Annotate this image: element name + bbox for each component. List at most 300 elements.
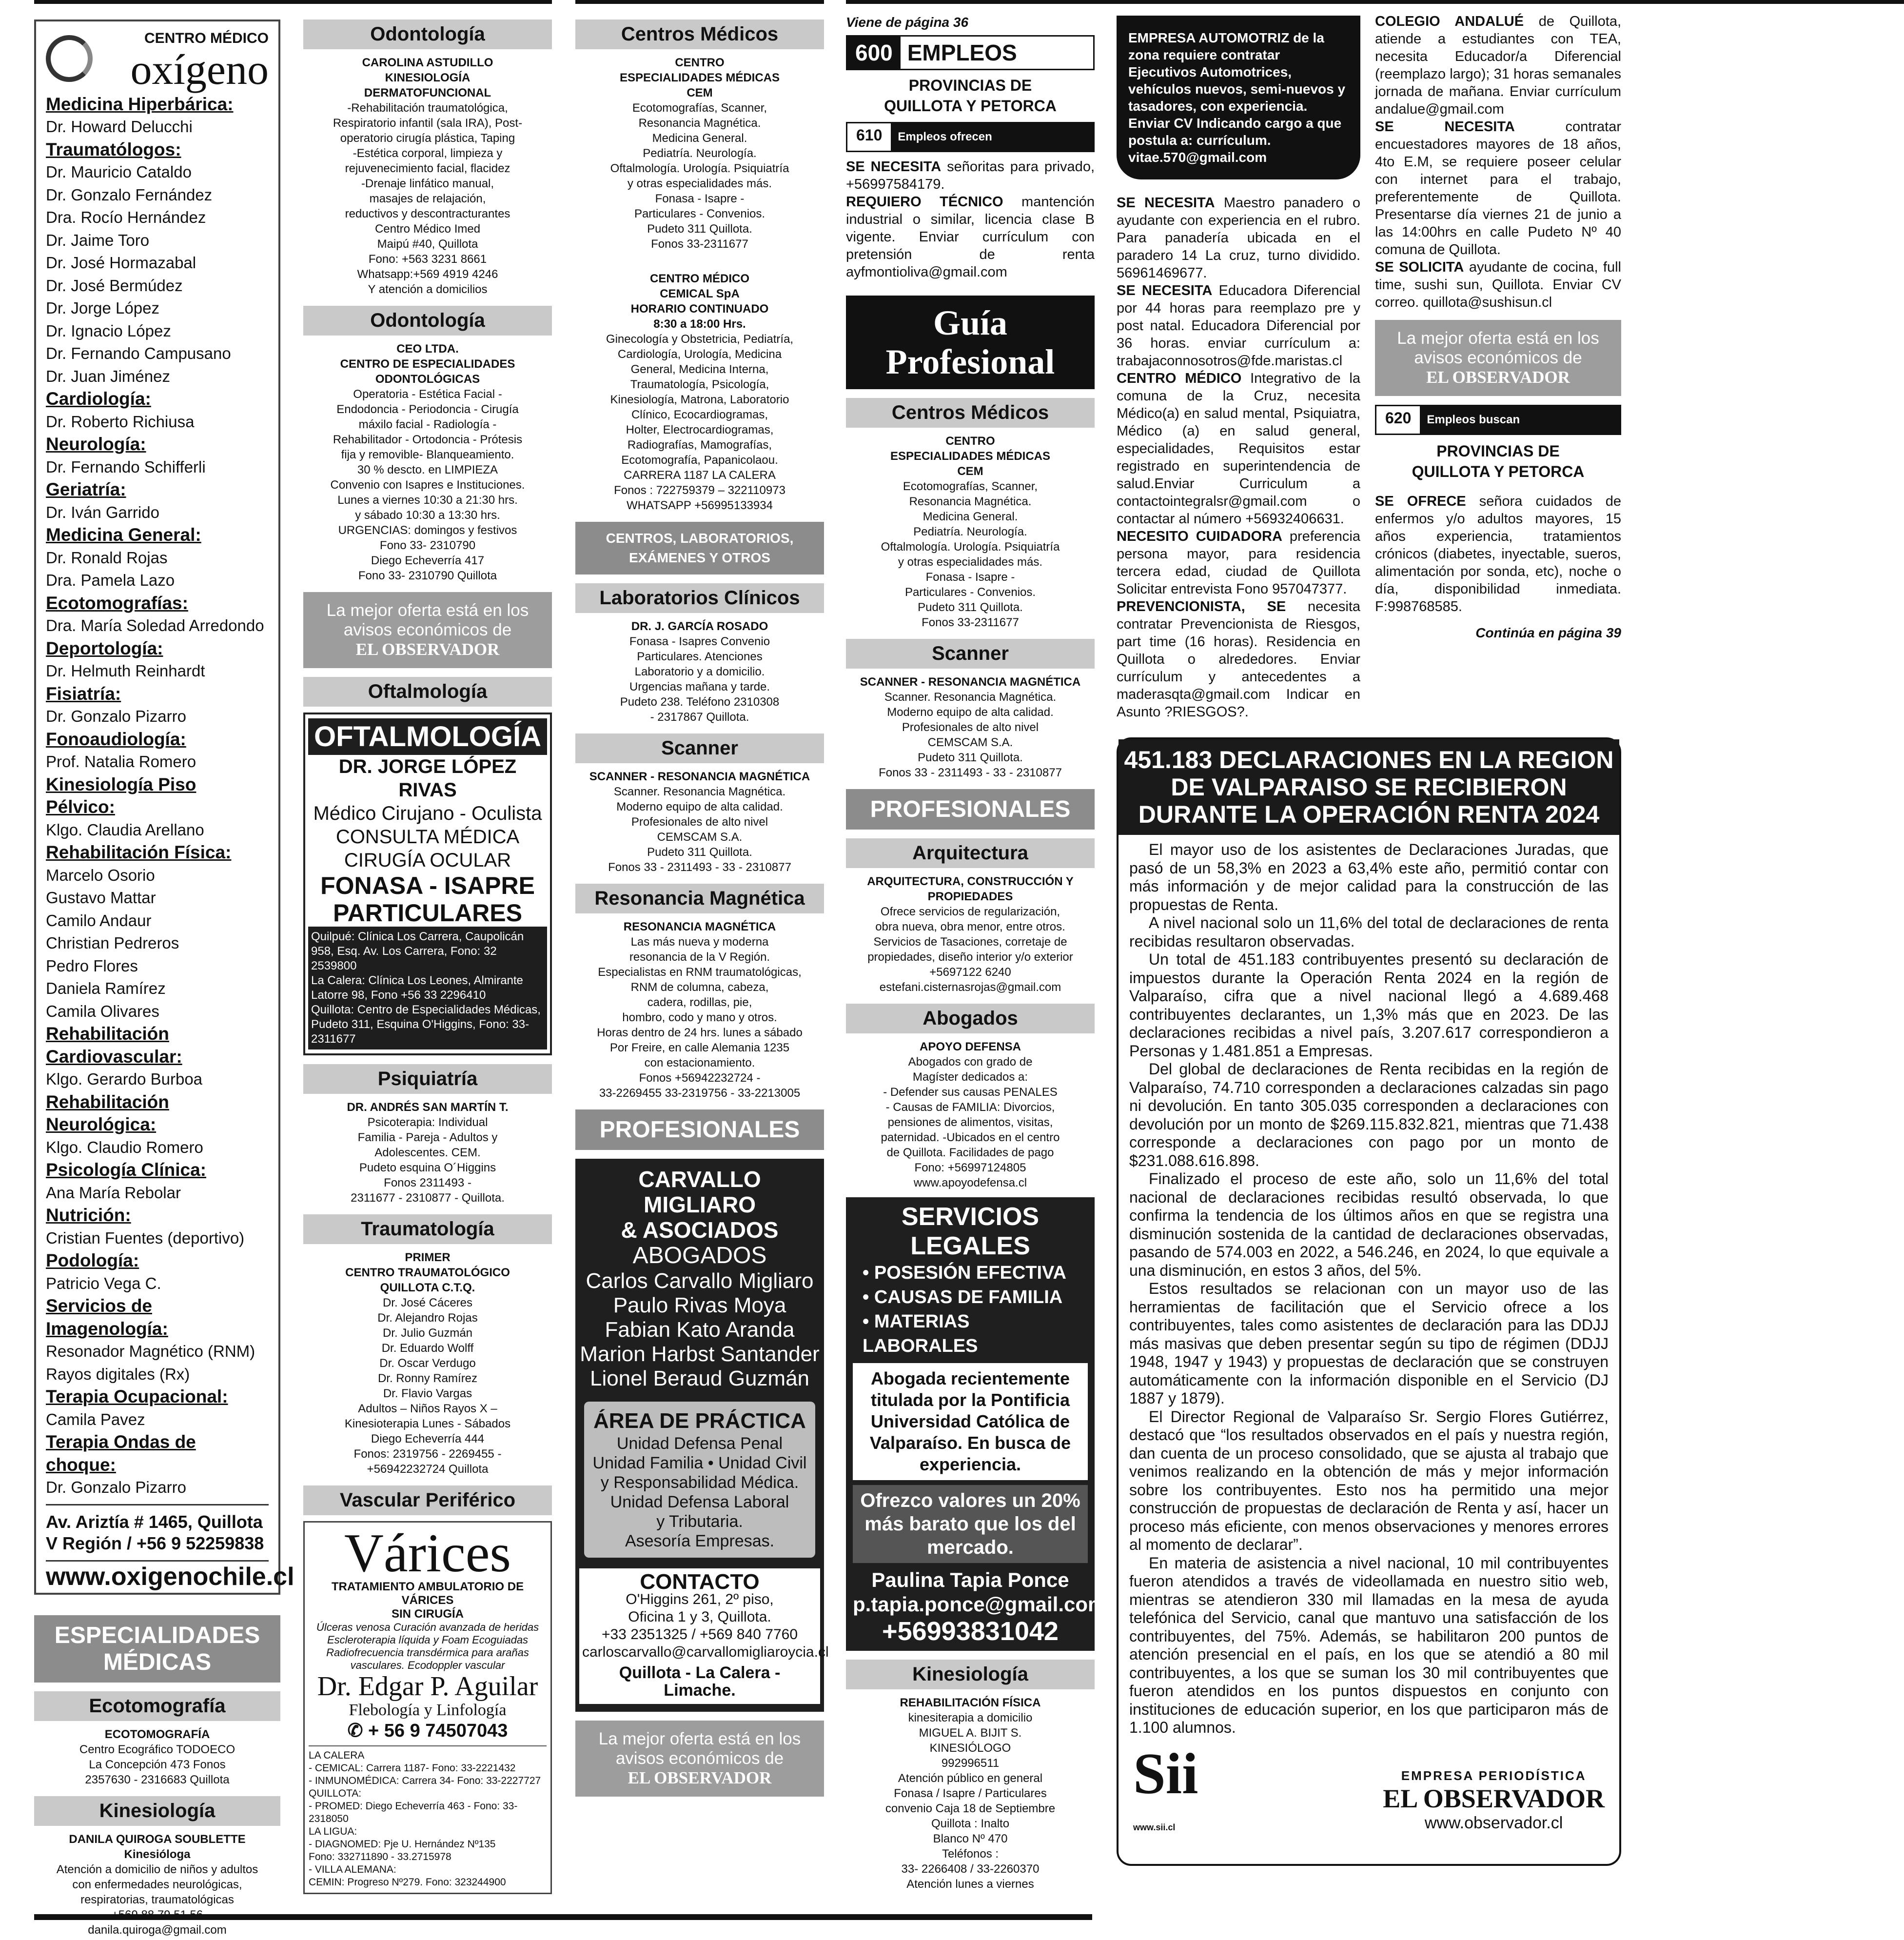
specialty-heading: Medicina Hiperbárica:: [46, 94, 234, 114]
text-line: Scanner. Resonancia Magnética.: [884, 691, 1057, 704]
staff-name: Dr. Roberto Richiusa: [46, 412, 195, 431]
text-line: Pudeto 311 Quillota.: [918, 601, 1023, 614]
text-line: Moderno equipo de alta calidad.: [616, 800, 783, 813]
specialty-heading: Fonoaudiología:: [46, 729, 186, 749]
paragraph: Estos resultados se relacionan con un mayor uso de las herramientas de facilitación que el Servicio ofrece a los contribuyentes, tales como asistentes de declaración para las DDJJ más masivas que deben presentar según su tipo de régimen (DDJJ 1948, 1947 y 1943) y propuestas de declaración que se construyen automáticamente con la información disponible en el Servicio (DJ 1887 y 1879).: [1129, 1280, 1609, 1407]
text-line: CARRERA 1187 LA CALERA: [624, 469, 776, 482]
text-line: paternidad. -Ubicados en el centro: [881, 1131, 1060, 1144]
text-line: Resonancia Magnética.: [638, 117, 761, 130]
text-line: Diego Echeverría 417: [371, 554, 485, 567]
specialty-heading: Deportología:: [46, 638, 163, 658]
text-line: Atención público en general: [898, 1772, 1043, 1785]
text-line: estefani.cisternasrojas@gmail.com: [879, 981, 1061, 994]
text-line: SIN CIRUGÍA: [391, 1607, 464, 1621]
staff-name: Klgo. Claudio Romero: [46, 1138, 203, 1156]
specialty-heading: Rehabilitación Neurológica:: [46, 1091, 169, 1134]
especialidades-band: ESPECIALIDADES MÉDICAS: [34, 1615, 280, 1683]
listing-subtitle: Kinesióloga: [124, 1848, 191, 1861]
ad-heading: SERVICIOS LEGALES: [901, 1203, 1040, 1260]
practice-area-title: ÁREA DE PRÁCTICA: [593, 1409, 806, 1433]
text-line: Operatoria - Estética Facial -: [353, 388, 502, 401]
listing-body: [303, 100, 552, 297]
contact-lines: [582, 1591, 829, 1661]
section-header: Centros Médicos: [846, 398, 1095, 428]
listing-title: DANILA QUIROGA SOUBLETTE: [69, 1833, 246, 1846]
text-line: Oficina 1 y 3, Quillota.: [628, 1609, 771, 1625]
text-line: Cardiología, Urología, Medicina: [617, 348, 782, 361]
text-line: CEM: [687, 86, 713, 99]
listing: [34, 1727, 280, 1787]
sii-logo-text: Sii: [1133, 1741, 1198, 1806]
listing-title: ARQUITECTURA, CONSTRUCCIÓN Y PROPIEDADES: [867, 875, 1074, 903]
listing-body: [846, 479, 1095, 630]
listing-title: REHABILITACIÓN FÍSICA: [900, 1696, 1041, 1709]
text-line: - DIAGNOMED: Pje U. Hernández Nº135: [309, 1839, 496, 1850]
section-number: 600: [847, 37, 901, 69]
classified-ad: [846, 193, 1095, 281]
paragraph: En materia de asistencia a nivel nacional, 10 mil contribuyentes fueron atendidos a través de videollamada en nuestro sitio web, mientras se atendieron 330 mil llamadas en la mesa de ayuda telefónica del Servicio, canal que mantuvo una satisfacción de los contribuyentes, del 75%. Además, se habilitaron 200 puntos de atención presencial en el país, en los que se atendió a 80 mil contribuyentes, a los que se suman los 30 mil contribuyentes que fueron atendidos en los puntos dispuestos en conjunto con instituciones de educación superior, en los que participaron más de 1.100 alumnos.: [1129, 1554, 1609, 1736]
staff-name: Dr. Ignacio López: [46, 321, 171, 340]
text-line: kinesiterapia a domicilio: [908, 1711, 1033, 1724]
classified-lead: PREVENCIONISTA, SE: [1117, 599, 1286, 614]
paragraph: El Director Regional de Valparaíso Sr. Sergio Flores Gutiérrez, destacó que “los resultados observados en el país y nuestra región, dan cuenta de un proceso consolidado, que se ajusta al trabajo que venimos realizando en la obtención de más y mejor información sobre los contribuyentes. Esto nos ha permitido una mejor construcción de propuestas de declaración de Renta y así, hacer un proceso más eficiente, con menos observaciones y menores errores al momento de declarar”.: [1129, 1407, 1609, 1553]
staff-name: Daniela Ramírez: [46, 979, 166, 997]
slogan-brand: EL OBSERVADOR: [355, 640, 500, 659]
text-line: Lionel Beraud Guzmán: [589, 1366, 810, 1390]
carvallo-ad: [575, 1159, 829, 1712]
text-line: PARTICULARES: [333, 899, 522, 927]
classified-text: Integrativo de la comuna de la Cruz, necesita Médico(a) en salud mental, Psiquiatra, Médico (a) en salud general, especialidades, Requisitos estar registrado en superintendencia de salud.Enviar Curriculum a contactointegralsr@gmail.com o contactar al número +56932406631.: [1117, 371, 1361, 527]
classified-ad: [1117, 528, 1360, 598]
text-line: Medicina General.: [923, 510, 1018, 523]
classified-lead: NECESITO CUIDADORA: [1117, 529, 1282, 544]
slogan-box: [303, 592, 552, 668]
text-line: Psicoterapia: Individual: [367, 1116, 488, 1129]
text-line: Fonos : 722759379 – 322110973: [614, 484, 785, 497]
text-line: Por Freire, en calle Alemania 1235: [609, 1041, 790, 1054]
servicios-legales-ad: [846, 1197, 1106, 1651]
text-line: - CEMICAL: Carrera 1187- Fono: 33-2221432: [309, 1762, 516, 1774]
text-line: rejuvenecimiento facial, flacidez: [345, 162, 510, 175]
text-line: Horas dentro de 24 hrs. lunes a sábado: [597, 1026, 803, 1039]
text-line: Ecotomografías, Scanner,: [903, 480, 1038, 493]
text-line: 2357630 - 2316683 Quillota: [85, 1773, 230, 1786]
text-line: - VILLA ALEMANA:: [309, 1864, 396, 1875]
classified-ad: [1117, 370, 1360, 528]
text-line: y Tributaria.: [656, 1512, 743, 1531]
text-line: Dr. Alejandro Rojas: [377, 1311, 478, 1325]
text-line: Fono: +563 3231 8661: [368, 253, 487, 266]
text-line: Whatsapp:+569 4919 4246: [357, 268, 498, 281]
practice-area-list: [588, 1434, 811, 1551]
text-line: La Calera: Clínica Los Leones, Almirante Latorre 98, Fono +56 33 2296410: [311, 974, 523, 1002]
staff-name: Dr. Gonzalo Pizarro: [46, 707, 186, 725]
listing: [303, 341, 552, 583]
list-item: • CAUSAS DE FAMILIA: [863, 1287, 1063, 1307]
text-line: masajes de relajación,: [369, 192, 486, 205]
section-label: Empleos ofrecen: [891, 123, 1093, 151]
listing-body: [303, 1295, 552, 1477]
text-line: LA LIGUA:: [309, 1826, 357, 1837]
paragraph: El mayor uso de los asistentes de Declaraciones Juradas, que pasó de un 58,3% en 2023 a 63,4% este año, permitió contar con más información y de mejor calidad para la construcción de las propuestas de Renta.: [1129, 841, 1609, 913]
classified-lead: SE OFRECE: [1375, 494, 1466, 509]
staff-name: Gustavo Mattar: [46, 889, 156, 907]
text-line: Quillota : Inalto: [931, 1817, 1010, 1830]
staff-name: Dr. Ronald Rojas: [46, 548, 168, 567]
logo-big: oxígeno: [130, 46, 269, 94]
ad-contact: [853, 1563, 1106, 1617]
text-line: Fono: +56997124805: [914, 1161, 1026, 1174]
text-line: Blanco Nº 470: [933, 1832, 1008, 1845]
specialty-heading: Kinesiología Piso Pélvico:: [46, 774, 196, 817]
staff-name: Dr. Jaime Toro: [46, 231, 150, 249]
text-line: CENTRO MÉDICO: [650, 272, 749, 285]
news-article: [1117, 737, 1621, 1866]
ad-subtitle: ABOGADOS: [632, 1243, 767, 1268]
staff-name: Dr. Fernando Campusano: [46, 344, 231, 362]
specialty-heading: Servicios de Imagenología:: [46, 1296, 168, 1339]
text-line: -Rehabilitación traumatológica,: [347, 101, 508, 115]
listing-body: [846, 1710, 1095, 1892]
text-line: Y atención a domicilios: [368, 283, 488, 296]
section-header: Oftalmología: [303, 677, 552, 707]
text-line: Fono 33- 2310790: [379, 539, 476, 552]
ad-locations: [308, 927, 547, 1049]
text-line: +33 2351325 / +569 840 7760: [601, 1626, 798, 1643]
section-header: Resonancia Magnética: [575, 884, 824, 913]
text-line: Profesional: [885, 342, 1055, 381]
text-line: resonancia de la V Región.: [629, 950, 770, 964]
profesionales-band: PROFESIONALES: [846, 789, 1095, 830]
text-line: Radiografías, Mamografías,: [627, 438, 772, 452]
text-line: Holter, Electrocardiogramas,: [626, 423, 774, 436]
slogan-box: [1375, 320, 1621, 396]
text-line: pensiones de alimentos, visitas,: [887, 1116, 1053, 1129]
specialty-heading: Terapia Ocupacional:: [46, 1386, 228, 1406]
text-line: HORARIO CONTINUADO: [630, 302, 769, 316]
slogan-text: La mejor oferta está en los avisos económicos de: [1397, 329, 1599, 367]
text-line: de Quillota. Facilidades de pago: [886, 1146, 1054, 1159]
section-number: 620: [1376, 406, 1420, 434]
text-line: Fonos +56942232724 -: [639, 1071, 761, 1085]
listing: [846, 1039, 1095, 1190]
specialty-heading: Medicina General:: [46, 525, 201, 545]
text-line: Fonasa / Isapre / Particulares: [894, 1787, 1047, 1800]
text-line: LA CALERA: [309, 1750, 365, 1761]
text-line: Rehabilitador - Ortodoncia - Prótesis: [333, 433, 523, 446]
listing-title: SCANNER - RESONANCIA MAGNÉTICA: [589, 770, 810, 783]
text-line: Dr. Eduardo Wolff: [381, 1342, 474, 1355]
listing-body: [846, 690, 1095, 780]
text-line: URGENCIAS: domingos y festivos: [338, 524, 517, 537]
listing-title: [303, 341, 552, 387]
text-line: y otras especialidades más.: [898, 555, 1043, 569]
text-line: Pudeto 311 Quillota.: [918, 751, 1023, 764]
listing-body: [846, 904, 1095, 995]
section-header: Kinesiología: [846, 1660, 1095, 1689]
text-line: Dr. José Cáceres: [382, 1296, 473, 1309]
text-line: CENTRO TRAUMATOLÓGICO: [345, 1266, 510, 1279]
text-line: Fonos 33-2311677: [651, 238, 748, 251]
text-line: Pudeto 311 Quillota.: [647, 222, 752, 236]
column-5: [1117, 14, 1658, 1920]
text-line: QUILLOTA Y PETORCA: [884, 97, 1057, 115]
text-line: La Concepción 473 Fonos: [89, 1758, 226, 1771]
section-label: EMPLEOS: [907, 40, 1017, 65]
text-line: - INMUNOMÉDICA: Carrera 34- Fono: 33-2227727: [309, 1775, 541, 1786]
specialty-heading: Terapia Ondas de choque:: [46, 1432, 196, 1475]
text-line: Guía: [933, 303, 1008, 342]
oxigeno-ad: [34, 20, 294, 1595]
ad-heading: Várices: [344, 1523, 511, 1584]
slogan-brand: EL OBSERVADOR: [628, 1768, 772, 1787]
section-label: Empleos buscan: [1420, 406, 1620, 434]
listing-title: DR. J. GARCÍA ROSADO: [631, 620, 768, 633]
listing-title: APOYO DEFENSA: [919, 1040, 1021, 1053]
classified-lead: SE NECESITA: [1375, 119, 1515, 135]
oxigeno-logo-icon: [46, 35, 93, 82]
text-line: CEMIN: Progreso Nº279. Fono: 323244900: [309, 1877, 506, 1888]
text-line: ESPECIALIDADES MÉDICAS: [619, 71, 780, 84]
listing: [846, 434, 1095, 630]
classified-text: Educadora Diferencial por 44 horas para reemplazo pre y post natal. Educadora Diferencial por 36 horas. enviar currículum a: trabajaconnosotros@fde.maristas.cl: [1117, 283, 1361, 369]
province-header: [846, 75, 1095, 116]
text-line: Servicios de Tasaciones, corretaje de: [873, 935, 1067, 949]
classified-text: señoritas para privado, +56997584179.: [846, 159, 1095, 192]
oxigeno-logo: [46, 27, 269, 94]
slogan-text: La mejor oferta está en los avisos económicos de: [326, 601, 529, 639]
staff-name: Klgo. Claudia Arellano: [46, 820, 204, 839]
section-header: Ecotomografía: [34, 1691, 280, 1721]
text-line: CEO LTDA.: [396, 342, 459, 356]
text-line: +5697122 6240: [929, 966, 1011, 979]
text-line: Oftalmología. Urología. Psiquiatría: [881, 540, 1060, 554]
specialty: Flebología y Linfología: [349, 1701, 507, 1719]
ad-offer: Ofrezco valores un 20% más barato que los del mercado.: [853, 1485, 1088, 1563]
ad-subtitle: [309, 1580, 547, 1621]
text-line: Lunes a viernes 10:30 a 21:30 hrs.: [337, 494, 518, 507]
ad-subtitle: [308, 802, 547, 872]
text-line: Fonos 2311493 -: [384, 1176, 471, 1189]
classified-text: señora cuidados de enfermos y/o adultos mayores, 15 años experiencia, tratamientos crónicos (diabetes, inyectable, sueros, alimentación por sonda, etc), noche o día, disponibilidad inmediata. F:998768585.: [1375, 494, 1621, 614]
listing: [846, 674, 1095, 780]
text-line: Ecotomografías, Scanner,: [632, 101, 767, 115]
staff-name: Camila Olivares: [46, 1002, 159, 1020]
ad-description: Abogada recientemente titulada por la Pontificia Universidad Católica de Valparaíso. En busca de experiencia.: [853, 1363, 1088, 1480]
text-line: Marion Harbst Santander: [580, 1342, 820, 1366]
ad-insurance: [308, 872, 547, 927]
column-1: [34, 20, 294, 1937]
text-line: CONSULTA MÉDICA: [335, 826, 520, 848]
text-line: Respiratorio infantil (sala IRA), Post-: [333, 117, 523, 130]
listing-body: [34, 1742, 280, 1787]
classified-text: de Quillota, atiende a estudiantes con TEA, necesita Educador/a Diferencial (reemplazo largo); 31 horas semanales jornada de mañana. Enviar currículum andalue@gmail.com: [1375, 14, 1622, 117]
text-line: -Estética corporal, limpieza y: [353, 147, 503, 160]
listing-body: [303, 387, 552, 583]
sii-logo: [1133, 1741, 1198, 1854]
classified-lead: SE NECESITA: [1117, 283, 1213, 298]
specialty-heading: Cardiología:: [46, 389, 151, 409]
text-line: Particulares. Atenciones: [637, 650, 763, 663]
text-line: Diego Echeverría 444: [371, 1432, 485, 1445]
text-line: CEMSCAM S.A.: [657, 831, 743, 844]
section-header: Psiquiatría: [303, 1064, 552, 1094]
text-line: Paulina Tapia Ponce: [871, 1568, 1069, 1591]
text-line: KINESIÓLOGO: [929, 1742, 1011, 1755]
text-line: Fonos 33 - 2311493 - 33 - 2310877: [608, 861, 791, 874]
text-line: & ASOCIADOS: [621, 1217, 779, 1243]
text-line: obra nueva, obra menor, entre otros.: [875, 920, 1065, 933]
staff-name: Dr. Jorge López: [46, 299, 159, 317]
staff-name: Patricio Vega C.: [46, 1274, 161, 1292]
publisher-url[interactable]: www.observador.cl: [1424, 1813, 1563, 1832]
practice-area: [584, 1402, 815, 1558]
column-2: [303, 20, 552, 1920]
publisher-tag: EMPRESA PERIODÍSTICA: [1401, 1768, 1587, 1783]
classified-text: Maestro panadero o ayudante con experiencia en el rubro. Para panadería ubicada en el paradero 14 La cruz, turno dividido. 56961469677.: [1117, 195, 1360, 281]
text-line: hombro, codo y mano y otros.: [622, 1011, 777, 1024]
sii-url: www.sii.cl: [1133, 1822, 1176, 1832]
text-line: Fonos 33 - 2311493 - 33 - 2310877: [879, 766, 1062, 779]
text-line: Ecotomografía, Papanicolaou.: [621, 454, 778, 467]
staff-name: Cristian Fuentes (deportivo): [46, 1228, 245, 1247]
text-line: Ginecología y Obstetricia, Pediatría,: [606, 333, 794, 346]
text-line: Dr. Ronny Ramírez: [377, 1372, 478, 1385]
text-line: CENTRO DE ESPECIALIDADES: [340, 357, 515, 371]
section-header: Laboratorios Clínicos: [575, 583, 824, 613]
text-line: Médico Cirujano - Oculista: [313, 803, 542, 824]
staff-name: Dr. Gonzalo Pizarro: [46, 1478, 186, 1496]
classified-ad: [1375, 118, 1621, 258]
bottom-rule: [34, 1914, 1092, 1920]
text-line: CEM: [957, 465, 983, 478]
staff-name: Christian Pedreros: [46, 934, 179, 952]
text-line: carloscarvallo@carvallomigliaroycia.cl: [582, 1644, 829, 1660]
slogan-text: La mejor oferta está en los avisos económicos de: [598, 1729, 801, 1768]
continued-from: Viene de página 36: [846, 15, 969, 30]
text-line: 33-2269455 33-2319756 - 33-2213005: [599, 1087, 801, 1100]
listing-title: DR. ANDRÉS SAN MARTÍN T.: [347, 1101, 509, 1114]
publisher-name: EL OBSERVADOR: [1383, 1783, 1605, 1813]
text-line: Endodoncia - Periodoncia - Cirugía: [336, 403, 519, 416]
staff-name: Dr. José Hormazabal: [46, 254, 196, 272]
services-list: [853, 1261, 1088, 1358]
text-line: Dr. Flavio Vargas: [383, 1387, 472, 1400]
slogan-box: [575, 1721, 824, 1797]
text-line: CIRUGÍA OCULAR: [344, 850, 511, 871]
section-header: Scanner: [846, 639, 1095, 669]
listing-title: [575, 271, 824, 332]
logo-small: CENTRO MÉDICO: [144, 30, 269, 46]
text-line: DERMATOFUNCIONAL: [364, 86, 491, 99]
classified-ad: [1375, 493, 1621, 615]
specialty-heading: Neurología:: [46, 434, 146, 454]
text-line: Clínico, Ecocardiogramas,: [631, 408, 768, 421]
text-line: O'Higgins 261, 2º piso,: [626, 1591, 774, 1607]
phone: [309, 1720, 547, 1742]
listing-title: RESONANCIA MAGNÉTICA: [623, 920, 776, 933]
text-line: Fabian Kato Aranda: [605, 1318, 795, 1342]
staff-name: Rayos digitales (Rx): [46, 1365, 190, 1383]
staff-name: Dra. Pamela Lazo: [46, 571, 175, 589]
classified-lead: CENTRO MÉDICO: [1117, 371, 1242, 386]
listing-body: [575, 332, 824, 513]
section-header: Centros Médicos: [575, 20, 824, 49]
text-line: Pudeto esquina O´Higgins: [359, 1161, 496, 1174]
ad-description: Úlceras venosa Curación avanzada de heridas Escleroterapia líquida y Foam Ecoguiadas Radiofrecuencia transdérmica para arañas vasculares. Ecodoppler vascular: [316, 1621, 539, 1671]
text-line: máxilo facial - Radiología -: [358, 418, 497, 431]
listing: [34, 1832, 280, 1938]
section-620: [1375, 405, 1621, 435]
text-line: con enfermedades neurológicas,: [72, 1878, 242, 1891]
text-line: Fonos 33-2311677: [922, 616, 1019, 629]
text-line: - Defender sus causas PENALES: [883, 1086, 1058, 1099]
slogan-brand: EL OBSERVADOR: [1426, 368, 1570, 387]
specialty-heading: Traumatólogos:: [46, 139, 181, 159]
text-line: Fonos: 2319756 - 2269455 -: [353, 1447, 502, 1461]
text-line: -Drenaje linfático manual,: [361, 177, 494, 190]
website-link[interactable]: www.oxigenochile.cl: [46, 1560, 269, 1588]
staff-name: Ana María Rebolar: [46, 1183, 181, 1202]
listing-title: [575, 55, 824, 100]
text-line: cadera, rodillas, pie,: [647, 996, 752, 1009]
staff-list: [46, 93, 269, 1499]
classified-ad: [1117, 598, 1360, 721]
listing-body: [575, 934, 824, 1101]
staff-name: Dr. José Bermúdez: [46, 276, 183, 295]
text-line: CARVALLO MIGLIARO: [638, 1167, 761, 1217]
classified-lead: SE SOLICITA: [1375, 259, 1464, 275]
text-line: FONASA - ISAPRE: [320, 872, 535, 899]
text-line: Scanner. Resonancia Magnética.: [613, 785, 786, 798]
specialty-heading: Ecotomografías:: [46, 593, 188, 613]
classifieds: [1117, 194, 1360, 721]
specialty-heading: Rehabilitación Física:: [46, 842, 232, 862]
text-line: Paulo Rivas Moya: [613, 1293, 786, 1317]
listing: [575, 769, 824, 875]
classified-ad: [1375, 258, 1621, 311]
text-line: Quillota: Centro de Especialidades Médicas, Pudeto 311, Esquina O'Higgins, Fono: 33-2311677: [311, 1003, 541, 1046]
text-line: RNM de columna, cabeza,: [630, 981, 769, 994]
text-line: Unidad Defensa Penal: [616, 1434, 783, 1453]
paragraph: Del global de declaraciones de Renta recibidas en la región de Valparaíso, 74.710 corresponden a declaraciones calzadas sin pago ni devolución. En tanto 305.035 corresponden a declaraciones con devolución por un monto de $269.115.832.821, mientras que 71.438 corresponde a declaraciones con pago por un monto de $231.088.616.898.: [1129, 1060, 1609, 1169]
specialty-heading: Geriatría:: [46, 479, 126, 499]
whatsapp-icon: ✆: [347, 1721, 363, 1741]
address-line: Av. Ariztía # 1465, Quillota: [46, 1511, 263, 1532]
paragraph: Un total de 451.183 contribuyentes presentó su declaración de impuestos durante la Operación Renta 2024 en la región de Valparaíso, cifra que a nivel nacional llegó a 4.689.468 contribuyentes declarantes, un 1,3% más que en 2023. De las declaraciones recibidas a nivel país, 3.207.617 correspondieron a Personas y 1.481.851 a Empresas.: [1129, 950, 1609, 1060]
text-line: Particulares - Convenios.: [904, 586, 1036, 599]
text-line: 2311677 - 2310877 - Quillota.: [351, 1191, 505, 1205]
text-line: Fonasa - Isapres Convenio: [629, 635, 770, 648]
text-line: QUILLOTA C.T.Q.: [380, 1281, 475, 1294]
address-line: V Región / +56 9 52259838: [46, 1533, 264, 1553]
text-line: y Responsabilidad Médica.: [600, 1473, 799, 1492]
profesionales-band: PROFESIONALES: [575, 1109, 824, 1150]
continued-on: Continúa en página 39: [1475, 625, 1621, 640]
listing-title: [846, 434, 1095, 479]
specialty-heading: Psicología Clínica:: [46, 1160, 206, 1180]
text-line: Oftalmología. Urología. Psiquiatría: [610, 162, 789, 175]
text-line: CENTRO: [675, 56, 725, 69]
text-line: Abogados con grado de: [908, 1055, 1033, 1069]
text-line: y sábado 10:30 a 13:30 hrs.: [355, 509, 500, 522]
automotriz-ad: EMPRESA AUTOMOTRIZ de la zona requiere contratar Ejecutivos Automotrices, vehículos nuevos, semi-nuevos y tasadores, con experiencia. Enviar CV Indicando cargo a que postula a: currículum. vitae.570@gmail.com: [1117, 16, 1360, 179]
classified-ad: [846, 158, 1095, 193]
text-line: Atención a domicilio de niños y adultos: [56, 1863, 258, 1876]
article-body: [1119, 835, 1619, 1743]
section-header: Kinesiología: [34, 1796, 280, 1826]
text-line: Centro Médico Imed: [374, 222, 481, 236]
